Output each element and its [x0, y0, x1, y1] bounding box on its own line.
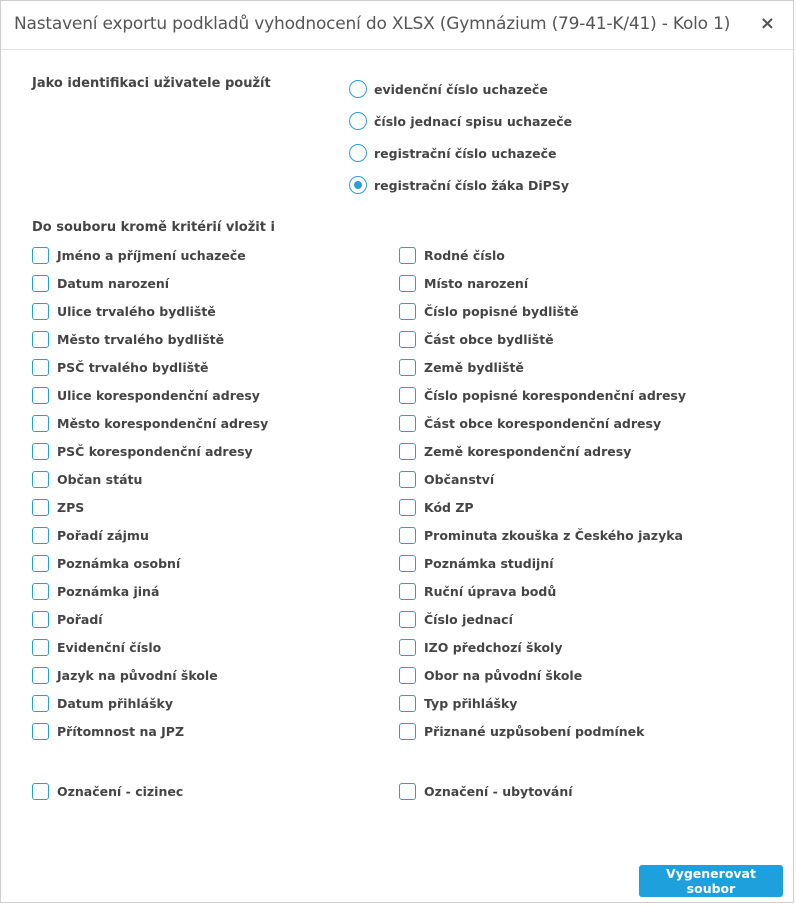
identification-label: Jako identifikaci uživatele použít — [32, 76, 271, 91]
checkbox[interactable] — [399, 639, 416, 656]
checkbox-row[interactable] — [32, 330, 224, 348]
checkbox[interactable] — [32, 499, 49, 516]
checkbox-row[interactable] — [399, 526, 683, 544]
checkbox-row[interactable] — [32, 610, 103, 628]
checkbox-label: Ruční úprava bodů — [424, 583, 557, 599]
checkbox-label: Označení - cizinec — [57, 783, 184, 799]
checkbox-row[interactable] — [399, 442, 631, 460]
checkbox[interactable] — [399, 527, 416, 544]
checkbox-label: Místo narození — [424, 275, 529, 291]
checkbox-label: Typ přihlášky — [424, 695, 518, 711]
checkbox-row[interactable] — [399, 302, 579, 320]
checkbox-row[interactable] — [399, 610, 513, 628]
checkbox-row[interactable] — [32, 582, 159, 600]
checkbox-label: Přítomnost na JPZ — [57, 723, 185, 739]
checkbox-label: Přiznané uzpůsobení podmínek — [424, 723, 645, 739]
checkbox-row[interactable] — [32, 722, 184, 740]
checkbox-label: Číslo jednací — [424, 611, 513, 627]
checkbox[interactable] — [399, 359, 416, 376]
radio-button-selected[interactable] — [349, 176, 367, 194]
checkbox-label: IZO předchozí školy — [424, 639, 563, 655]
checkbox[interactable] — [32, 387, 49, 404]
checkbox-label: Část obce korespondenční adresy — [424, 415, 662, 431]
radio-label: registrační číslo uchazeče — [374, 145, 557, 161]
checkbox-row[interactable] — [399, 414, 661, 432]
checkbox[interactable] — [32, 415, 49, 432]
checkbox[interactable] — [399, 583, 416, 600]
close-icon[interactable]: × — [759, 13, 775, 34]
checkbox[interactable] — [32, 783, 49, 800]
checkbox[interactable] — [399, 415, 416, 432]
checkbox-row[interactable] — [399, 358, 524, 376]
checkbox-label: ZPS — [57, 499, 85, 515]
checkbox[interactable] — [32, 667, 49, 684]
checkbox-label: Země korespondenční adresy — [424, 443, 632, 459]
checkbox-row[interactable] — [32, 554, 180, 572]
checkbox-label: Rodné číslo — [424, 247, 505, 263]
checkbox-label: Obor na původní škole — [424, 667, 583, 683]
checkbox[interactable] — [399, 471, 416, 488]
checkbox[interactable] — [32, 331, 49, 348]
checkbox[interactable] — [399, 443, 416, 460]
checkbox[interactable] — [32, 583, 49, 600]
checkbox[interactable] — [399, 667, 416, 684]
checkbox-row[interactable] — [32, 694, 173, 712]
radio-label: evidenční číslo uchazeče — [374, 81, 548, 97]
radio-label: číslo jednací spisu uchazeče — [374, 113, 573, 129]
checkbox[interactable] — [399, 723, 416, 740]
checkbox-row[interactable] — [32, 274, 169, 292]
checkbox-row[interactable] — [32, 302, 216, 320]
checkbox-row[interactable] — [399, 274, 528, 292]
checkbox[interactable] — [399, 275, 416, 292]
radio-button[interactable] — [349, 144, 367, 162]
radio-option[interactable] — [349, 175, 569, 195]
checkbox-row[interactable] — [399, 638, 562, 656]
checkbox-label: Občan státu — [57, 471, 143, 487]
checkbox[interactable] — [399, 331, 416, 348]
checkbox-label: Evidenční číslo — [57, 639, 162, 655]
radio-option[interactable] — [349, 143, 556, 163]
checkbox-row[interactable] — [399, 554, 554, 572]
generate-file-button[interactable]: Vygenerovat soubor — [639, 865, 783, 897]
checkbox-label: Pořadí zájmu — [57, 527, 149, 543]
radio-button[interactable] — [349, 80, 367, 98]
checkbox-label: PSČ korespondenční adresy — [57, 443, 253, 459]
radio-label: registrační číslo žáka DiPSy — [374, 177, 569, 193]
checkbox-row[interactable] — [399, 470, 494, 488]
checkbox[interactable] — [399, 695, 416, 712]
checkbox-row[interactable] — [32, 470, 142, 488]
checkbox[interactable] — [399, 499, 416, 516]
checkbox[interactable] — [32, 275, 49, 292]
checkbox-label: Ulice korespondenční adresy — [57, 387, 260, 403]
checkbox-label: Část obce bydliště — [424, 331, 554, 347]
radio-button[interactable] — [349, 112, 367, 130]
checkbox-label: Poznámka osobní — [57, 555, 181, 571]
checkbox-row[interactable] — [32, 386, 260, 404]
checkbox-label: Datum narození — [57, 275, 170, 291]
checkbox-label: PSČ trvalého bydliště — [57, 359, 209, 375]
checkbox-row[interactable] — [32, 638, 161, 656]
checkbox[interactable] — [32, 471, 49, 488]
checkbox-row-oznaceni-ubytovani[interactable] — [399, 782, 573, 800]
checkbox-row[interactable] — [399, 498, 474, 516]
checkbox-row[interactable] — [32, 498, 84, 516]
radio-option[interactable] — [349, 111, 572, 131]
checkbox-row[interactable] — [399, 666, 582, 684]
checkbox-row[interactable] — [32, 526, 149, 544]
checkbox-row[interactable] — [399, 694, 517, 712]
checkbox[interactable] — [32, 723, 49, 740]
checkbox-row[interactable] — [32, 414, 268, 432]
checkbox-label: Jméno a příjmení uchazeče — [57, 247, 246, 263]
checkbox-label: Označení - ubytování — [424, 783, 573, 799]
checkbox-row[interactable] — [399, 722, 644, 740]
checkbox-row[interactable] — [32, 246, 246, 264]
include-label: Do souboru kromě kritérií vložit i — [32, 220, 275, 235]
checkbox[interactable] — [32, 695, 49, 712]
checkbox[interactable] — [399, 555, 416, 572]
radio-dot — [354, 181, 362, 189]
checkbox-label: Číslo popisné bydliště — [424, 303, 579, 319]
checkbox-label: Jazyk na původní škole — [57, 667, 218, 683]
checkbox[interactable] — [32, 303, 49, 320]
checkbox-row[interactable] — [399, 582, 556, 600]
checkbox[interactable] — [32, 527, 49, 544]
dialog-title: Nastavení exportu podkladů vyhodnocení do XLSX (Gymnázium (79-41-K/41) - Kolo 1) — [14, 14, 731, 34]
checkbox[interactable] — [399, 783, 416, 800]
dialog-header — [1, 1, 795, 50]
checkbox-label: Číslo popisné korespondenční adresy — [424, 387, 687, 403]
checkbox-row[interactable] — [399, 246, 505, 264]
checkbox-label: Pořadí — [57, 611, 103, 627]
checkbox-row[interactable] — [399, 330, 554, 348]
checkbox[interactable] — [399, 387, 416, 404]
checkbox-row[interactable] — [32, 666, 218, 684]
checkbox-label: Město korespondenční adresy — [57, 415, 269, 431]
checkbox-label: Prominuta zkouška z Českého jazyka — [424, 527, 683, 543]
checkbox-label: Ulice trvalého bydliště — [57, 303, 216, 319]
checkbox-label: Poznámka studijní — [424, 555, 554, 571]
checkbox-label: Kód ZP — [424, 499, 474, 515]
checkbox[interactable] — [32, 639, 49, 656]
checkbox-label: Země bydliště — [424, 359, 524, 375]
checkbox[interactable] — [399, 303, 416, 320]
checkbox[interactable] — [32, 555, 49, 572]
checkbox-label: Datum přihlášky — [57, 695, 173, 711]
checkbox-label: Občanství — [424, 471, 495, 487]
checkbox-row-oznaceni-cizinec[interactable] — [32, 782, 183, 800]
checkbox[interactable] — [32, 443, 49, 460]
checkbox[interactable] — [32, 611, 49, 628]
checkbox[interactable] — [399, 247, 416, 264]
checkbox-row[interactable] — [32, 358, 209, 376]
checkbox-label: Město trvalého bydliště — [57, 331, 225, 347]
radio-option[interactable] — [349, 79, 548, 99]
checkbox-row[interactable] — [399, 386, 686, 404]
checkbox[interactable] — [32, 247, 49, 264]
checkbox[interactable] — [399, 611, 416, 628]
checkbox-row[interactable] — [32, 442, 253, 460]
checkbox-label: Poznámka jiná — [57, 583, 160, 599]
checkbox[interactable] — [32, 359, 49, 376]
